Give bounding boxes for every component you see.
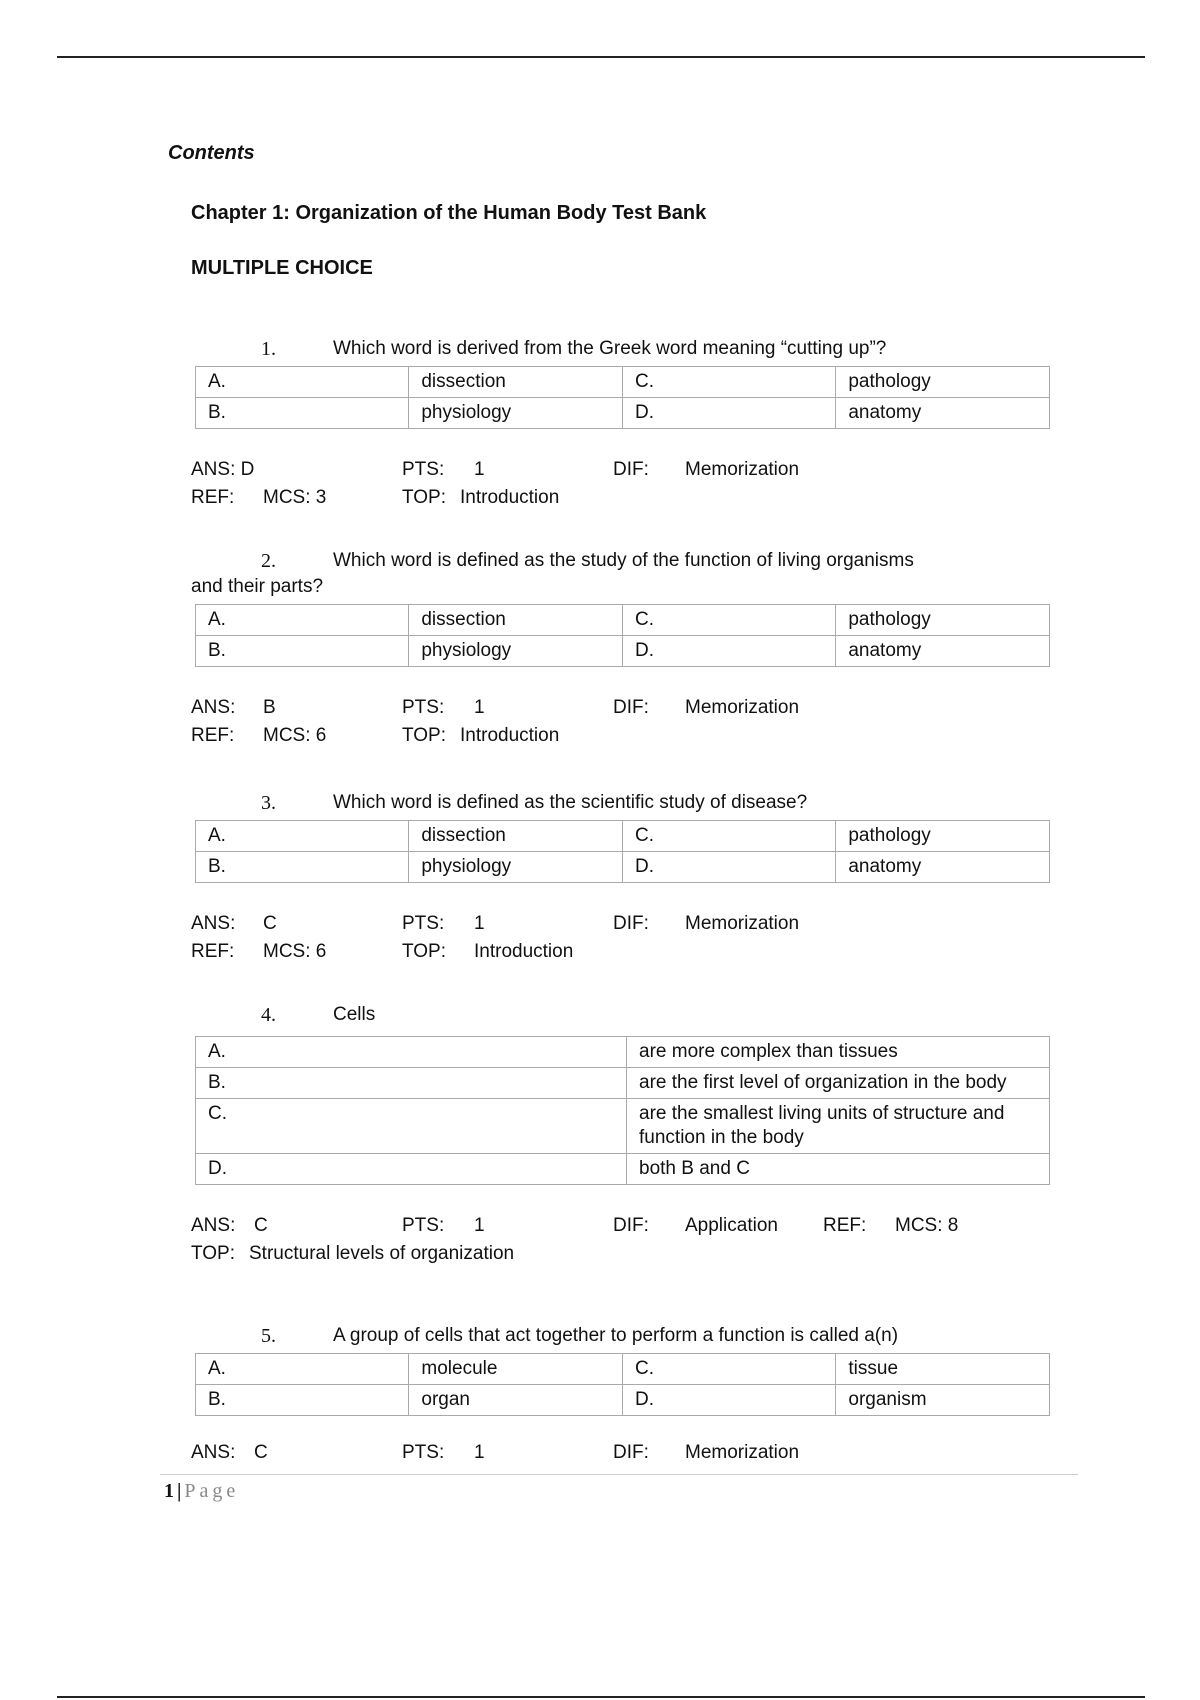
option-letter: A. [196, 605, 409, 636]
table-row [196, 367, 1050, 398]
footer-separator: | [177, 1480, 182, 1502]
pts-label: PTS: [402, 697, 445, 718]
options-table [195, 366, 1050, 429]
option-text: organ [409, 1385, 623, 1416]
page-number: 1 [164, 1480, 174, 1502]
option-letter: D. [622, 1385, 835, 1416]
option-text: physiology [409, 852, 623, 883]
option-letter: A. [196, 1354, 409, 1385]
option-letter: A. [196, 1037, 627, 1068]
table-row [196, 852, 1050, 883]
option-letter: A. [196, 367, 409, 398]
ans-value: C [254, 1215, 268, 1236]
chapter-title: Chapter 1: Organization of the Human Body Test Bank [191, 202, 707, 224]
option-letter: C. [622, 367, 835, 398]
ans-label: ANS: [191, 1215, 236, 1236]
question-4 [191, 1004, 1051, 1271]
answer-meta [191, 1442, 1051, 1470]
ans-label: ANS: [191, 913, 236, 934]
dif-value: Memorization [685, 913, 800, 934]
table-row [196, 1099, 1050, 1154]
ans-value: B [263, 697, 276, 718]
ref-label: REF: [191, 487, 235, 508]
dif-value: Application [685, 1215, 778, 1236]
dif-label: DIF: [613, 1215, 649, 1236]
question-text: A group of cells that act together to perform a function is called a(n) [333, 1325, 899, 1346]
pts-label: PTS: [402, 1215, 445, 1236]
option-text: pathology [836, 821, 1050, 852]
question-text-continued: and their parts? [191, 576, 324, 597]
top-value: Structural levels of organization [249, 1243, 515, 1264]
ans-label: ANS: [191, 697, 236, 718]
top-value: Introduction [474, 941, 574, 962]
option-letter: D. [622, 852, 835, 883]
option-text: are the smallest living units of structure and function in the body [627, 1099, 1050, 1154]
pts-value: 1 [474, 1215, 485, 1236]
question-number: 5. [261, 1325, 276, 1347]
table-row [196, 821, 1050, 852]
question-3 [191, 792, 1051, 969]
table-row [196, 1037, 1050, 1068]
option-letter: B. [196, 1068, 627, 1099]
ref-value: MCS: 6 [263, 725, 327, 746]
top-rule [57, 56, 1145, 58]
ans-label: ANS: [191, 1442, 236, 1463]
top-label: TOP: [402, 941, 446, 962]
option-letter: D. [196, 1154, 627, 1185]
option-text: physiology [409, 398, 623, 429]
option-letter: D. [622, 398, 835, 429]
ref-value: MCS: 8 [895, 1215, 959, 1236]
option-text: anatomy [836, 398, 1050, 429]
pts-value: 1 [474, 913, 485, 934]
options-table [195, 820, 1050, 883]
dif-value: Memorization [685, 697, 800, 718]
answer-meta [191, 913, 1051, 969]
option-text: dissection [409, 367, 623, 398]
option-letter: B. [196, 1385, 409, 1416]
table-row [196, 605, 1050, 636]
ans-value: C [254, 1442, 268, 1463]
option-text: both B and C [627, 1154, 1050, 1185]
pts-label: PTS: [402, 459, 445, 480]
option-text: anatomy [836, 636, 1050, 667]
options-table [195, 1036, 1050, 1185]
table-row [196, 1154, 1050, 1185]
option-letter: C. [622, 605, 835, 636]
option-text: dissection [409, 605, 623, 636]
bottom-rule [57, 1696, 1145, 1698]
dif-label: DIF: [613, 1442, 649, 1463]
ref-label: REF: [823, 1215, 867, 1236]
table-row [196, 1354, 1050, 1385]
top-label: TOP: [402, 487, 446, 508]
question-text: Which word is derived from the Greek word meaning “cutting up”? [333, 338, 887, 359]
option-text: pathology [836, 367, 1050, 398]
question-5 [191, 1325, 1051, 1470]
ref-label: REF: [191, 941, 235, 962]
table-row [196, 1068, 1050, 1099]
question-1 [191, 338, 1051, 515]
option-letter: C. [622, 1354, 835, 1385]
option-letter: C. [196, 1099, 627, 1154]
question-text: Cells [333, 1004, 376, 1025]
top-value: Introduction [460, 725, 560, 746]
page-footer [164, 1480, 239, 1503]
dif-label: DIF: [613, 913, 649, 934]
pts-label: PTS: [402, 1442, 445, 1463]
option-text: are more complex than tissues [627, 1037, 1050, 1068]
options-table [195, 604, 1050, 667]
question-text: Which word is defined as the scientific study of disease? [333, 792, 808, 813]
pts-value: 1 [474, 1442, 485, 1463]
pts-value: 1 [474, 697, 485, 718]
option-text: dissection [409, 821, 623, 852]
answer-meta [191, 1215, 1051, 1271]
table-row [196, 636, 1050, 667]
table-row [196, 1385, 1050, 1416]
top-value: Introduction [460, 487, 560, 508]
pts-value: 1 [474, 459, 485, 480]
answer-meta [191, 697, 1051, 753]
pts-label: PTS: [402, 913, 445, 934]
ans-value: C [263, 913, 277, 934]
question-2 [191, 550, 1051, 753]
option-text: are the first level of organization in the body [627, 1068, 1050, 1099]
question-number: 4. [261, 1004, 276, 1026]
ans-label: ANS: D [191, 459, 255, 480]
option-letter: B. [196, 852, 409, 883]
option-text: pathology [836, 605, 1050, 636]
question-number: 2. [261, 550, 276, 572]
option-letter: B. [196, 398, 409, 429]
option-letter: B. [196, 636, 409, 667]
footer-rule [160, 1474, 1078, 1475]
option-text: molecule [409, 1354, 623, 1385]
option-text: organism [836, 1385, 1050, 1416]
top-label: TOP: [191, 1243, 235, 1264]
option-letter: C. [622, 821, 835, 852]
answer-meta [191, 459, 1051, 515]
ref-label: REF: [191, 725, 235, 746]
question-number: 3. [261, 792, 276, 814]
dif-label: DIF: [613, 697, 649, 718]
options-table [195, 1353, 1050, 1416]
top-label: TOP: [402, 725, 446, 746]
question-number: 1. [261, 338, 276, 360]
option-text: anatomy [836, 852, 1050, 883]
option-text: physiology [409, 636, 623, 667]
section-title: MULTIPLE CHOICE [191, 257, 373, 279]
option-letter: D. [622, 636, 835, 667]
ref-value: MCS: 6 [263, 941, 327, 962]
contents-heading: Contents [168, 142, 255, 164]
table-row [196, 398, 1050, 429]
option-letter: A. [196, 821, 409, 852]
dif-value: Memorization [685, 1442, 800, 1463]
dif-label: DIF: [613, 459, 649, 480]
page-word: Page [184, 1480, 240, 1502]
dif-value: Memorization [685, 459, 800, 480]
option-text: tissue [836, 1354, 1050, 1385]
ref-value: MCS: 3 [263, 487, 327, 508]
question-text: Which word is defined as the study of the function of living organisms [333, 550, 914, 571]
